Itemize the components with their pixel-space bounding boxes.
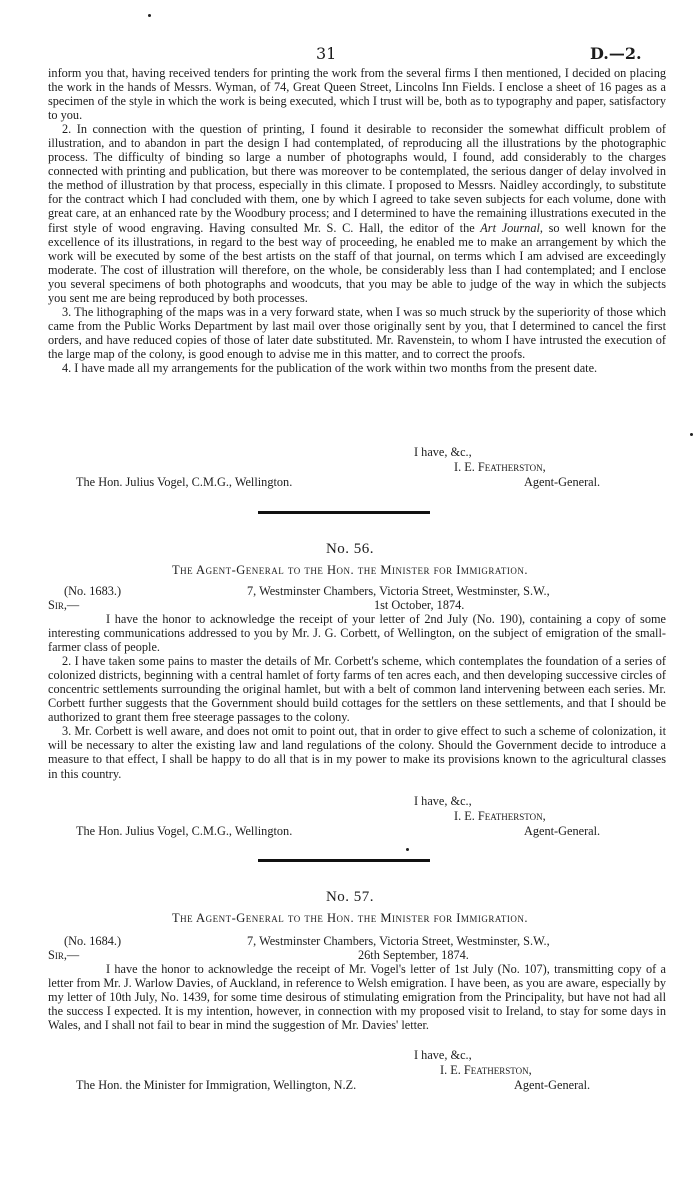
section-divider — [258, 511, 430, 514]
page-speck — [148, 14, 151, 17]
closing-line: I have, &c., — [414, 1048, 472, 1062]
signature-title: Agent-General. — [524, 475, 601, 489]
salutation: Sir,— — [48, 948, 80, 962]
addressee: The Hon. Julius Vogel, C.M.G., Wellington. — [76, 475, 293, 489]
paragraph: 4. I have made all my arrangements for the publication of the work within two months from the present date. — [62, 360, 598, 375]
section-divider — [258, 859, 430, 862]
letter-number: No. 56. — [325, 541, 375, 557]
signature-name: I. E. Featherston, — [454, 809, 546, 823]
signature-name: I. E. Featherston, — [454, 460, 546, 474]
letter-ref: (No. 1684.) — [64, 934, 122, 948]
addressee: The Hon. the Minister for Immigration, Wellington, N.Z. — [76, 1078, 357, 1092]
journal-title: Art Journal — [480, 220, 540, 235]
letter-date: 1st October, 1874. — [374, 598, 465, 612]
paragraph: 3. The lithographing of the maps was in a very forward state, when I was so much struck by the superiority of those which came from the Public Works Department by last mail over those originally sent by you, that I determined to cancel the first orders, and have reduced copies of those of later date substituted. Mr. Ravenstein, to whom I have intrusted the execution of the large map of the colony, is good enough to advise me in this matter, and to correct the proofs. — [48, 304, 666, 361]
paragraph: 2. I have taken some pains to master the details of Mr. Corbett's scheme, which contemplates the foundation of a series of colonized districts, beginning with a central hamlet of forty farms of ten acres each, and then developing successive circles of concentric settlements surrounding the original hamlet, but with a belt of common land intervening between each series. Mr. Corbett further suggests that the Government should build cottages for the settlers on these settlements, and that I should be authorized to grant them free steerage passages to the colony. — [48, 654, 666, 725]
letter-number: No. 57. — [325, 889, 375, 905]
signature-name: I. E. Featherston, — [440, 1063, 532, 1077]
letter-date: 26th September, 1874. — [358, 948, 469, 962]
closing-line: I have, &c., — [414, 794, 472, 808]
paragraph: I have the honor to acknowledge the receipt of your letter of 2nd July (No. 190), containing a copy of some interesting communications addressed to you by Mr. J. G. Corbett, of Wellington, on the subject of emigration of the small-farmer class of people. — [48, 612, 666, 655]
sender-address: 7, Westminster Chambers, Victoria Street, Westminster, S.W., — [247, 584, 550, 598]
addressee: The Hon. Julius Vogel, C.M.G., Wellington. — [76, 824, 293, 838]
letter-heading: The Agent-General to the Hon. the Minister for Immigration. — [171, 911, 529, 925]
sender-address: 7, Westminster Chambers, Victoria Street, Westminster, S.W., — [247, 934, 550, 948]
salutation: Sir,— — [48, 598, 80, 612]
signature-title: Agent-General. — [524, 824, 601, 838]
paragraph: 2. In connection with the question of printing, I found it desirable to reconsider the somewhat difficult problem of illustration, and to abandon in part the design I had contemplated, of reproducing all the illustrations by the photographic process. The difficulty of binding so large a number of photographs would, I found, add considerably to the charges connected with printing and publication, but there was moreover to be contemplated, the serious danger of delay involved in the method of illustration by that process, especially in this climate. I proposed to Messrs. Naidley accordingly, to substitute for the contract which I had concluded with them, one by which I agreed to take seven subjects for each volume, done with great care, at an enhanced rate by the Woodbury process; and I determined to have the remaining illustrations executed in the first style of wood engraving. Having consulted Mr. S. C. Hall, the editor of the Art Journal, so well known for the excellence of its illustrations, in regard to the best way of proceeding, he enabled me to make an arrangement by which the work will be executed by some of the best artists on the staff of that journal, on terms which I am advised are exceedingly moderate. The cost of illustration will therefore, on the whole, be considerably less than I had contemplated; and I enclose you several specimens of both photographs and woodcuts, that you may be able to judge of the way in which the subjects you sent me are being reproduced by both processes. — [48, 122, 666, 305]
closing-line: I have, &c., — [414, 445, 472, 459]
letter-ref: (No. 1683.) — [64, 584, 122, 598]
paragraph: 3. Mr. Corbett is well aware, and does not omit to point out, that in order to give effect to such a scheme of colonization, it will be necessary to alter the existing law and land regulations of the colony. Should the Government decide to introduce a measure to that effect, I shall be happy to do all that is in my power to make its provisions known to the agricultural classes in this country. — [48, 724, 666, 781]
page-number: 31 — [316, 44, 337, 63]
letter-heading: The Agent-General to the Hon. the Minister for Immigration. — [171, 563, 529, 577]
paragraph: inform you that, having received tenders for printing the work from the several firms I then mentioned, I decided on placing the work in the hands of Messrs. Wyman, of 74, Great Queen Street, Lincolns Inn Fields. I enclose a sheet of 16 pages as a specimen of the style in which the work is being executed, which I trust will be, both as to typography and paper, satisfactory to you. — [48, 66, 666, 123]
signature-title: Agent-General. — [514, 1078, 591, 1092]
page-speck — [690, 433, 693, 436]
page-speck — [406, 848, 409, 851]
document-reference: D.—2. — [590, 44, 642, 63]
letter-body — [48, 962, 666, 1032]
paragraph: I have the honor to acknowledge the receipt of Mr. Vogel's letter of 1st July (No. 107), transmitting copy of a letter from Mr. J. Warlow Davies, of Auckland, in reference to Welsh emigration. I have been, as you are aware, especially by my letter of 10th July, No. 1439, for some time desirous of stimulating emigration from the Principality, but have not had all the success I expected. It is my intention, however, in connection with my proposed visit to Ireland, to stay for some days in Wales, and I shall not fail to bear in mind the suggestion of Mr. Davies' letter. — [48, 962, 666, 1033]
intro-letter-body — [48, 66, 666, 375]
letter-body — [48, 612, 666, 781]
